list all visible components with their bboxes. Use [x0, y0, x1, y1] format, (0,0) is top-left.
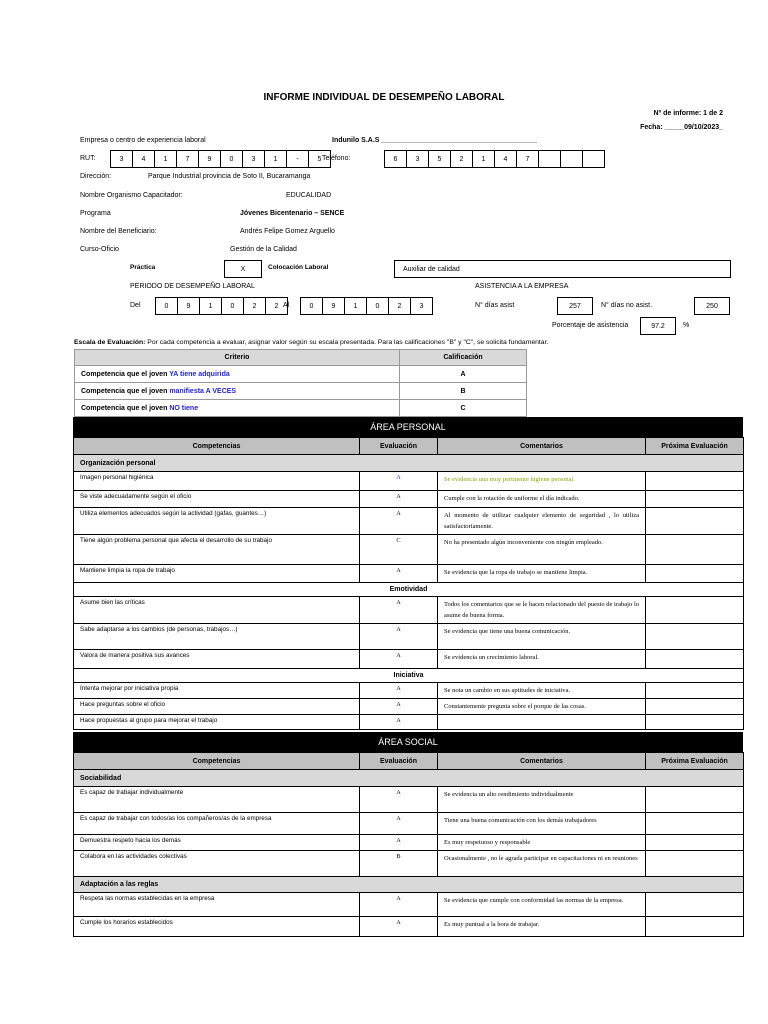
- competencias-header: Competencias: [74, 438, 360, 455]
- proxima-evaluacion: [646, 624, 744, 650]
- rut_digits-cell: 0: [220, 150, 243, 168]
- del-label: Del: [130, 302, 141, 309]
- porcentaje-value: 97.2: [640, 317, 676, 335]
- competencia: Asume bien las críticas: [74, 597, 360, 624]
- scale-criterio: [75, 400, 400, 417]
- comentario: Ocasionalmente , no le agrada participar en capacitaciones ni en reuniones: [438, 851, 646, 877]
- scale-highlight: manifiesta A VECES: [169, 387, 237, 395]
- table-row: [74, 787, 744, 813]
- comentario: Todos los comentarios que se le hacen relacionado del puesto de trabajo lo asume de buena forma.: [438, 597, 646, 624]
- del_digits-cell: 0: [221, 297, 244, 315]
- informe-number: Nº de informe: 1 de 2: [653, 110, 723, 117]
- table-row: [74, 835, 744, 851]
- comentario: Al momento de utilizar cualquier elemento de seguridad , lo utiliza satisfactoriamente.: [438, 508, 646, 535]
- competencia: Se viste adecuadamente según el oficio: [74, 491, 360, 508]
- empresa-value: Indunilo S.A.S ________________________________________: [332, 137, 538, 144]
- section-row: [74, 877, 744, 893]
- evaluacion: A: [360, 597, 438, 624]
- evaluacion: A: [360, 508, 438, 535]
- proxima-evaluacion: [646, 472, 744, 491]
- del-boxes: [155, 297, 290, 315]
- evaluacion: C: [360, 535, 438, 565]
- porcentaje-label: Porcentaje de asistencia: [552, 322, 629, 329]
- telefono_digits-cell: 7: [516, 150, 539, 168]
- table-row: [74, 683, 744, 699]
- area-personal-header: ÁREA PERSONAL: [73, 417, 743, 437]
- table-row: [74, 535, 744, 565]
- evaluacion: A: [360, 650, 438, 669]
- evaluacion: A: [360, 491, 438, 508]
- comentario: Se evidencia un crecimiento laboral.: [438, 650, 646, 669]
- section-row: [74, 770, 744, 787]
- evaluacion: A: [360, 715, 438, 730]
- proxima-header: Próxima Evaluación: [646, 753, 744, 770]
- competencia: Respeta las normas establecidas en la empresa: [74, 893, 360, 917]
- criterio-header: Criterio: [75, 350, 400, 366]
- proxima-evaluacion: [646, 508, 744, 535]
- dias-asist-value: 257: [557, 297, 593, 315]
- table-row: [74, 624, 744, 650]
- table-row: [74, 650, 744, 669]
- al_digits-cell: 9: [322, 297, 345, 315]
- practica-box: X: [224, 260, 262, 278]
- al_digits-cell: 3: [410, 297, 433, 315]
- section-row: [74, 669, 744, 683]
- comentario: Es muy respetuoso y responsable: [438, 835, 646, 851]
- competencia: Es capaz de trabajar con todos/as los compañeros/as de la empresa: [74, 813, 360, 835]
- proxima-evaluacion: [646, 835, 744, 851]
- table-row: [74, 813, 744, 835]
- competencia: Demuestra respeto hacia los demás: [74, 835, 360, 851]
- scale-row: [75, 366, 527, 383]
- al_digits-cell: 0: [366, 297, 389, 315]
- section-title: Emotividad: [74, 583, 744, 597]
- competencia: Mantiene limpia la ropa de trabajo: [74, 565, 360, 583]
- telefono_digits-cell: 5: [428, 150, 451, 168]
- evaluacion: A: [360, 683, 438, 699]
- proxima-evaluacion: [646, 893, 744, 917]
- competencia: Tiene algún problema personal que afecta el desarrollo de su trabajo: [74, 535, 360, 565]
- table-row: [74, 508, 744, 535]
- competencia: Imagen personal higiénica: [74, 472, 360, 491]
- competencia: Sabe adaptarse a los cambios (de personas, trabajos…): [74, 624, 360, 650]
- scale-table: [74, 349, 527, 417]
- dias-asist-label: N° días asist: [475, 302, 515, 309]
- rut_digits-cell: 3: [110, 150, 133, 168]
- page-title: INFORME INDIVIDUAL DE DESEMPEÑO LABORAL: [263, 92, 505, 103]
- competencia: Intenta mejorar por iniciativa propia: [74, 683, 360, 699]
- competencia: Colabora en las actividades colectivas: [74, 851, 360, 877]
- scale-grade: A: [400, 366, 527, 383]
- scale-highlight: NO tiene: [169, 404, 199, 412]
- proxima-evaluacion: [646, 715, 744, 730]
- comentario: Se evidencia que cumple con conformidad las normas de la empresa.: [438, 893, 646, 917]
- al-label: Al: [283, 302, 290, 309]
- rut_digits-cell: 7: [176, 150, 199, 168]
- evaluacion: A: [360, 787, 438, 813]
- scale-grade: C: [400, 400, 527, 417]
- rut_digits-cell: 5: [308, 150, 331, 168]
- al_digits-cell: 1: [344, 297, 367, 315]
- rut_digits-cell: -: [286, 150, 309, 168]
- al_digits-cell: 2: [388, 297, 411, 315]
- scale-criterio: [75, 383, 400, 400]
- direccion-label: Dirección:: [80, 173, 112, 180]
- del_digits-cell: 2: [265, 297, 288, 315]
- comentario: Es muy puntual a la hora de trabajar.: [438, 917, 646, 937]
- table-row: [74, 565, 744, 583]
- curso-value: Gestión de la Calidad: [230, 246, 297, 253]
- rut_digits-cell: 3: [242, 150, 265, 168]
- escala-text: [74, 339, 548, 346]
- al-boxes: [300, 297, 432, 315]
- personal-table: [73, 437, 744, 730]
- comentario: Se nota un cambio en sus aptitudes de iniciativa.: [438, 683, 646, 699]
- telefono_digits-cell: [538, 150, 561, 168]
- proxima-evaluacion: [646, 813, 744, 835]
- evaluacion: A: [360, 624, 438, 650]
- al_digits-cell: 0: [300, 297, 323, 315]
- proxima-evaluacion: [646, 851, 744, 877]
- comentario: No ha presentado algún inconveniente con ningún empleado.: [438, 535, 646, 565]
- scale-row: [75, 400, 527, 417]
- practica-label: Práctica: [130, 264, 156, 271]
- rut_digits-cell: 1: [154, 150, 177, 168]
- comentario: [438, 715, 646, 730]
- evaluacion: A: [360, 917, 438, 937]
- rut_digits-cell: 9: [198, 150, 221, 168]
- telefono_digits-cell: 3: [406, 150, 429, 168]
- scale-criterio: [75, 366, 400, 383]
- scale-row: [75, 383, 527, 400]
- proxima-evaluacion: [646, 491, 744, 508]
- table-row: [74, 715, 744, 730]
- fecha: Fecha: _____09/10/2023_: [640, 124, 723, 131]
- rut_digits-cell: 1: [264, 150, 287, 168]
- dias-no-asist-label: N° días no asist.: [601, 302, 653, 309]
- proxima-header: Próxima Evaluación: [646, 438, 744, 455]
- proxima-evaluacion: [646, 917, 744, 937]
- asistencia-label: ASISTENCIA A LA EMPRESA: [475, 283, 569, 290]
- competencia: Hace preguntas sobre el oficio: [74, 699, 360, 715]
- table-row: [74, 851, 744, 877]
- proxima-evaluacion: [646, 597, 744, 624]
- calif-header: Calificación: [400, 350, 527, 366]
- telefono_digits-cell: 6: [384, 150, 407, 168]
- section-title: Organización personal: [74, 455, 744, 472]
- competencia: Es capaz de trabajar individualmente: [74, 787, 360, 813]
- section-title: Sociabilidad: [74, 770, 744, 787]
- section-title: Adaptación a las reglas: [74, 877, 744, 893]
- proxima-evaluacion: [646, 699, 744, 715]
- scale-prefix: Competencia que el joven: [81, 387, 168, 395]
- competencia: Hace propuestas al grupo para mejorar el trabajo: [74, 715, 360, 730]
- table-row: [74, 699, 744, 715]
- rut-label: RUT:: [80, 155, 96, 162]
- direccion-value: Parque Industrial provincia de Soto II, Bucaramanga: [148, 173, 311, 180]
- competencia: Valora de manera positiva sus avances: [74, 650, 360, 669]
- empresa-label: Empresa o centro de experiencia laboral: [80, 137, 206, 144]
- escala-body: Por cada competencia a evaluar, asignar valor según su escala presentada. Para las calificaciones "B" y "C", se solicita fundamentar.: [145, 339, 549, 346]
- evaluacion: A: [360, 813, 438, 835]
- section-title: Iniciativa: [74, 669, 744, 683]
- evaluacion: A: [360, 565, 438, 583]
- table-row: [74, 597, 744, 624]
- dias-no-asist-value: 250: [694, 297, 730, 315]
- evaluacion: A: [360, 893, 438, 917]
- beneficiario-value: Andrés Felipe Gomez Arguello: [240, 228, 335, 235]
- section-row: [74, 455, 744, 472]
- comentario: Cumple con la rotación de uniforme el día indicado.: [438, 491, 646, 508]
- evaluacion: B: [360, 851, 438, 877]
- scale-highlight: YA tiene adquirida: [169, 370, 230, 378]
- table-row: [74, 893, 744, 917]
- social-table: [73, 752, 744, 937]
- comentarios-header: Comentarios: [438, 753, 646, 770]
- scale-prefix: Competencia que el joven: [81, 404, 168, 412]
- table-row: [74, 491, 744, 508]
- telefono_digits-cell: 4: [494, 150, 517, 168]
- telefono_digits-cell: 2: [450, 150, 473, 168]
- scale-prefix: Competencia que el joven: [81, 370, 168, 378]
- porcentaje-unit: %: [683, 322, 690, 329]
- colocacion-box: Auxiliar de calidad: [394, 260, 731, 278]
- evaluacion: A: [360, 835, 438, 851]
- evaluacion-header: Evaluación: [360, 438, 438, 455]
- proxima-evaluacion: [646, 683, 744, 699]
- rut_digits-cell: 4: [132, 150, 155, 168]
- programa-label: Programa: [80, 210, 111, 217]
- column-header-row: [74, 438, 744, 455]
- comentarios-header: Comentarios: [438, 438, 646, 455]
- comentario: Tiene una buena comunicación con los demás trabajadores: [438, 813, 646, 835]
- comentario: Se evidencia que tiene una buena comunicación.: [438, 624, 646, 650]
- evaluacion: A: [360, 472, 438, 491]
- competencia: Utiliza elementos adecuados según la actividad (gafas, guantes…): [74, 508, 360, 535]
- telefono_digits-cell: [560, 150, 583, 168]
- telefono_digits-cell: [582, 150, 605, 168]
- evaluacion-header: Evaluación: [360, 753, 438, 770]
- del_digits-cell: 9: [177, 297, 200, 315]
- colocacion-label: Colocación Laboral: [268, 264, 329, 271]
- comentario: Se evidencia un alto rendimiento individualmente: [438, 787, 646, 813]
- curso-label: Curso-Oficio: [80, 246, 119, 253]
- proxima-evaluacion: [646, 565, 744, 583]
- column-header-row: [74, 753, 744, 770]
- organismo-value: EDUCALIDAD: [286, 192, 332, 199]
- del_digits-cell: 1: [199, 297, 222, 315]
- rut-boxes: [110, 150, 330, 168]
- area-social-header: ÁREA SOCIAL: [73, 732, 743, 752]
- telefono-boxes: [384, 150, 604, 168]
- del_digits-cell: 2: [243, 297, 266, 315]
- escala-bold: Escala de Evaluación:: [74, 339, 146, 346]
- table-row: [74, 917, 744, 937]
- comentario: Constantemente pregunta sobre el porque de las cosas.: [438, 699, 646, 715]
- telefono_digits-cell: 1: [472, 150, 495, 168]
- proxima-evaluacion: [646, 650, 744, 669]
- competencias-header: Competencias: [74, 753, 360, 770]
- competencia: Cumple los horarios establecidos: [74, 917, 360, 937]
- programa-value: Jóvenes Bicentenario – SENCE: [240, 210, 345, 217]
- del_digits-cell: 0: [155, 297, 178, 315]
- comentario: Se evidencia una muy pertinente higiene personal.: [438, 472, 646, 491]
- table-row: [74, 472, 744, 491]
- proxima-evaluacion: [646, 787, 744, 813]
- organismo-label: Nombre Organismo Capacitador:: [80, 192, 183, 199]
- evaluacion: A: [360, 699, 438, 715]
- telefono-label: Teléfono:: [322, 155, 351, 162]
- scale-grade: B: [400, 383, 527, 400]
- section-row: [74, 583, 744, 597]
- beneficiario-label: Nombre del Beneficiario:: [80, 228, 157, 235]
- proxima-evaluacion: [646, 535, 744, 565]
- periodo-label: PERIODO DE DESEMPEÑO LABORAL: [130, 283, 255, 290]
- comentario: Se evidencia que la ropa de trabajo se mantiene limpia.: [438, 565, 646, 583]
